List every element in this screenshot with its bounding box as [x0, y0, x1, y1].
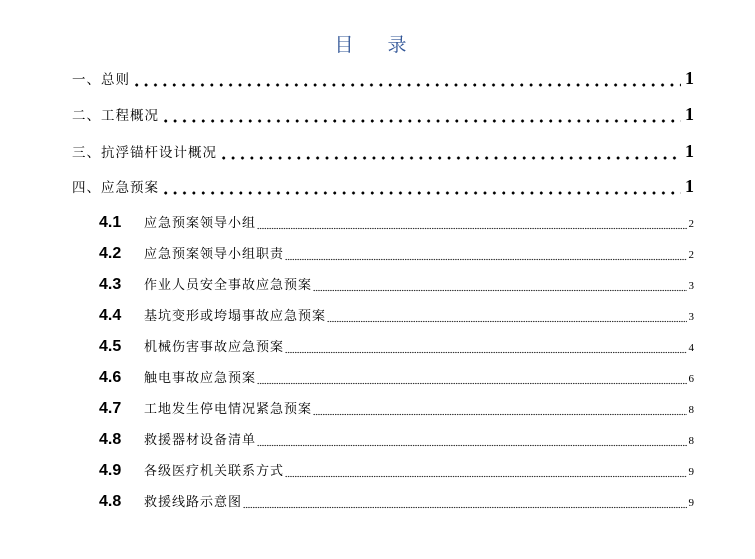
toc-subentry-label: 应急预案领导小组职责 [144, 247, 285, 262]
toc-page-number: 2 [688, 218, 694, 230]
toc-entry-anchor-design[interactable] [72, 141, 694, 163]
dot-leader [257, 429, 686, 451]
toc-entry-label: 二、工程概况 [72, 108, 159, 124]
toc-subentry-number: 4.8 [99, 431, 122, 448]
toc-entry-emergency-plan[interactable] [72, 176, 694, 198]
toc-subentry-number: 4.9 [99, 462, 122, 479]
toc-subentry-number: 4.5 [99, 338, 122, 355]
toc-subentry[interactable] [99, 429, 694, 451]
toc-subentry[interactable] [99, 305, 694, 327]
toc-subentry-number: 4.2 [99, 245, 122, 262]
dot-leader [285, 243, 686, 265]
toc-page-number: 1 [685, 176, 694, 196]
toc-subentry-label: 作业人员安全事故应急预案 [144, 278, 313, 293]
toc-page-number: 4 [688, 342, 694, 354]
toc-subentry-label: 机械伤害事故应急预案 [144, 340, 285, 355]
toc-page-number: 9 [688, 466, 694, 478]
toc-subentry-label: 工地发生停电情况紧急预案 [144, 402, 313, 417]
toc-entry-general[interactable] [72, 68, 694, 90]
toc-page-number: 3 [688, 280, 694, 292]
toc-subentry-number: 4.8 [99, 493, 122, 510]
toc-entry-label: 四、应急预案 [72, 180, 159, 196]
toc-page-number: 1 [685, 141, 694, 161]
dot-leader [243, 491, 686, 513]
toc-title: 目 录 [334, 34, 421, 56]
dot-leader [285, 460, 686, 482]
toc-subentry[interactable] [99, 491, 694, 513]
toc-entry-label: 一、总则 [72, 72, 130, 88]
toc-entry-project-overview[interactable] [72, 104, 694, 126]
toc-subentry-label: 触电事故应急预案 [144, 371, 257, 386]
toc-subentry[interactable] [99, 460, 694, 482]
dot-leader [219, 141, 681, 163]
dot-leader [313, 274, 686, 296]
toc-subentry[interactable] [99, 398, 694, 420]
dot-leader [313, 398, 686, 420]
toc-subentry-number: 4.7 [99, 400, 122, 417]
toc-page-number: 8 [688, 435, 694, 447]
toc-page-number: 1 [685, 68, 694, 88]
toc-subentry-number: 4.4 [99, 307, 122, 324]
toc-entry-label: 三、抗浮锚杆设计概况 [72, 145, 217, 161]
toc-page-number: 8 [688, 404, 694, 416]
toc-page-number: 9 [688, 497, 694, 509]
toc-subentry-number: 4.6 [99, 369, 122, 386]
toc-subentry[interactable] [99, 243, 694, 265]
toc-subentry-label: 应急预案领导小组 [144, 216, 257, 231]
dot-leader [257, 367, 686, 389]
toc-subentry[interactable] [99, 212, 694, 234]
toc-subentry[interactable] [99, 367, 694, 389]
toc-subentry-label: 救援线路示意图 [144, 495, 243, 510]
toc-subentry-label: 各级医疗机关联系方式 [144, 464, 285, 479]
dot-leader [161, 104, 681, 126]
toc-subentry-number: 4.1 [99, 214, 122, 231]
dot-leader [327, 305, 686, 327]
toc-subentry-number: 4.3 [99, 276, 122, 293]
dot-leader [161, 176, 681, 198]
dot-leader [132, 68, 681, 90]
toc-subentry[interactable] [99, 274, 694, 296]
dot-leader [257, 212, 686, 234]
toc-subentry[interactable] [99, 336, 694, 358]
toc-page-number: 6 [688, 373, 694, 385]
toc-page-number: 3 [688, 311, 694, 323]
toc-subentry-label: 基坑变形或垮塌事故应急预案 [144, 309, 327, 324]
toc-page-number: 2 [688, 249, 694, 261]
toc-subentry-label: 救援器材设备清单 [144, 433, 257, 448]
dot-leader [285, 336, 686, 358]
toc-page-number: 1 [685, 104, 694, 124]
